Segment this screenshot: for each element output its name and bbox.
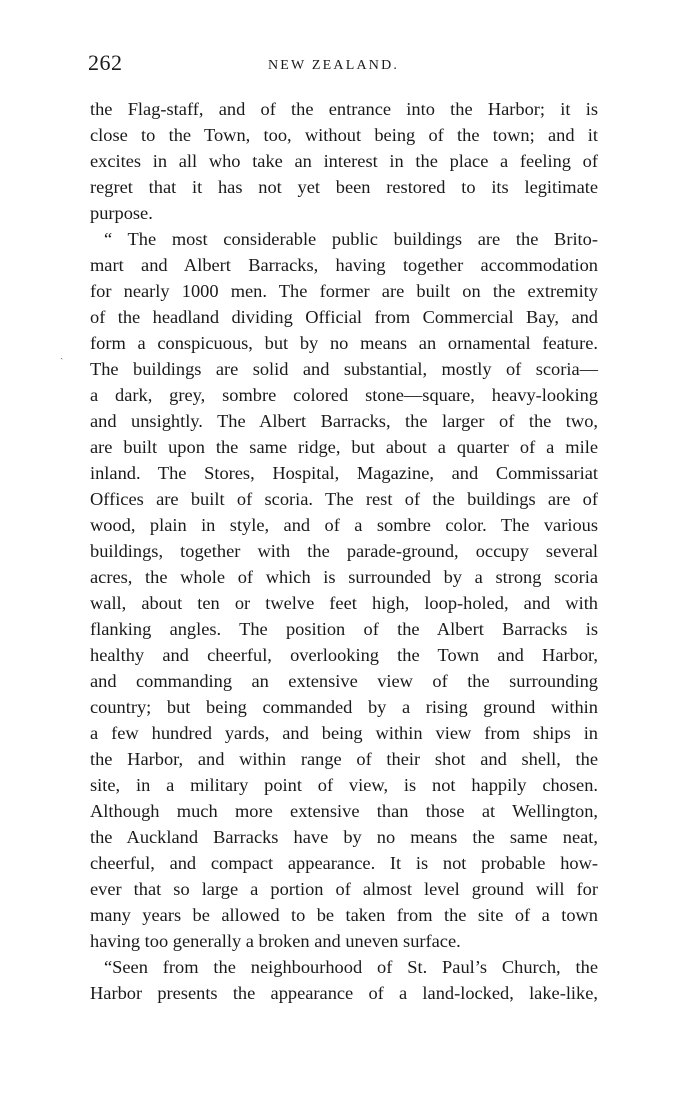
text-line: Although much more extensive than those at Wellington, — [90, 801, 598, 821]
text-line: of the headland dividing Official from Commercial Bay, and — [90, 307, 598, 327]
text-line: regret that it has not yet been restored to its legitimate — [90, 177, 598, 197]
text-line: buildings, together with the parade-ground, occupy several — [90, 541, 598, 561]
text-line: the Harbor, and within range of their shot and shell, the — [90, 749, 598, 769]
running-title: NEW ZEALAND. — [268, 58, 400, 73]
text-line: “Seen from the neighbourhood of St. Paul’s Church, the — [104, 957, 598, 977]
text-line: wood, plain in style, and of a sombre color. The various — [90, 515, 598, 535]
text-line: Harbor presents the appearance of a land-locked, lake-like, — [90, 983, 598, 1003]
text-line: for nearly 1000 men. The former are built on the extremity — [90, 281, 598, 301]
text-line: and unsightly. The Albert Barracks, the larger of the two, — [90, 411, 598, 431]
text-line: country; but being commanded by a rising ground within — [90, 697, 598, 717]
text-line: form a conspicuous, but by no means an ornamental feature. — [90, 333, 598, 353]
text-line: inland. The Stores, Hospital, Magazine, and Commissariat — [90, 463, 598, 483]
text-line: having too generally a broken and uneven surface. — [90, 931, 461, 951]
text-line: ever that so large a portion of almost level ground will for — [90, 879, 598, 899]
text-line: close to the Town, too, without being of the town; and it — [90, 125, 598, 145]
text-line: many years be allowed to be taken from the site of a town — [90, 905, 598, 925]
text-line: are built upon the same ridge, but about a quarter of a mile — [90, 437, 598, 457]
body-text — [90, 96, 598, 1006]
page-number: 262 — [88, 50, 123, 75]
text-line: cheerful, and compact appearance. It is not probable how- — [90, 853, 598, 873]
text-line: a few hundred yards, and being within view from ships in — [90, 723, 598, 743]
text-line: wall, about ten or twelve feet high, loop-holed, and with — [90, 593, 598, 613]
text-line: the Flag-staff, and of the entrance into the Harbor; it is — [90, 99, 598, 119]
text-line: and commanding an extensive view of the surrounding — [90, 671, 598, 691]
text-line: the Auckland Barracks have by no means the same neat, — [90, 827, 598, 847]
text-line: mart and Albert Barracks, having together accommodation — [90, 255, 598, 275]
text-line: site, in a military point of view, is not happily chosen. — [90, 775, 598, 795]
page-header — [88, 50, 598, 80]
text-line: acres, the whole of which is surrounded by a strong scoria — [90, 567, 598, 587]
text-line: “ The most considerable public buildings are the Brito- — [104, 229, 598, 249]
text-line: healthy and cheerful, overlooking the Town and Harbor, — [90, 645, 598, 665]
text-line: a dark, grey, sombre colored stone—square, heavy-looking — [90, 385, 598, 405]
text-line: excites in all who take an interest in the place a feeling of — [90, 151, 598, 171]
text-line: Offices are built of scoria. The rest of the buildings are of — [90, 489, 598, 509]
text-line: flanking angles. The position of the Albert Barracks is — [90, 619, 598, 639]
margin-mark: ˏ — [60, 349, 64, 360]
text-line: The buildings are solid and substantial, mostly of scoria— — [90, 359, 598, 379]
text-line: purpose. — [90, 203, 153, 223]
